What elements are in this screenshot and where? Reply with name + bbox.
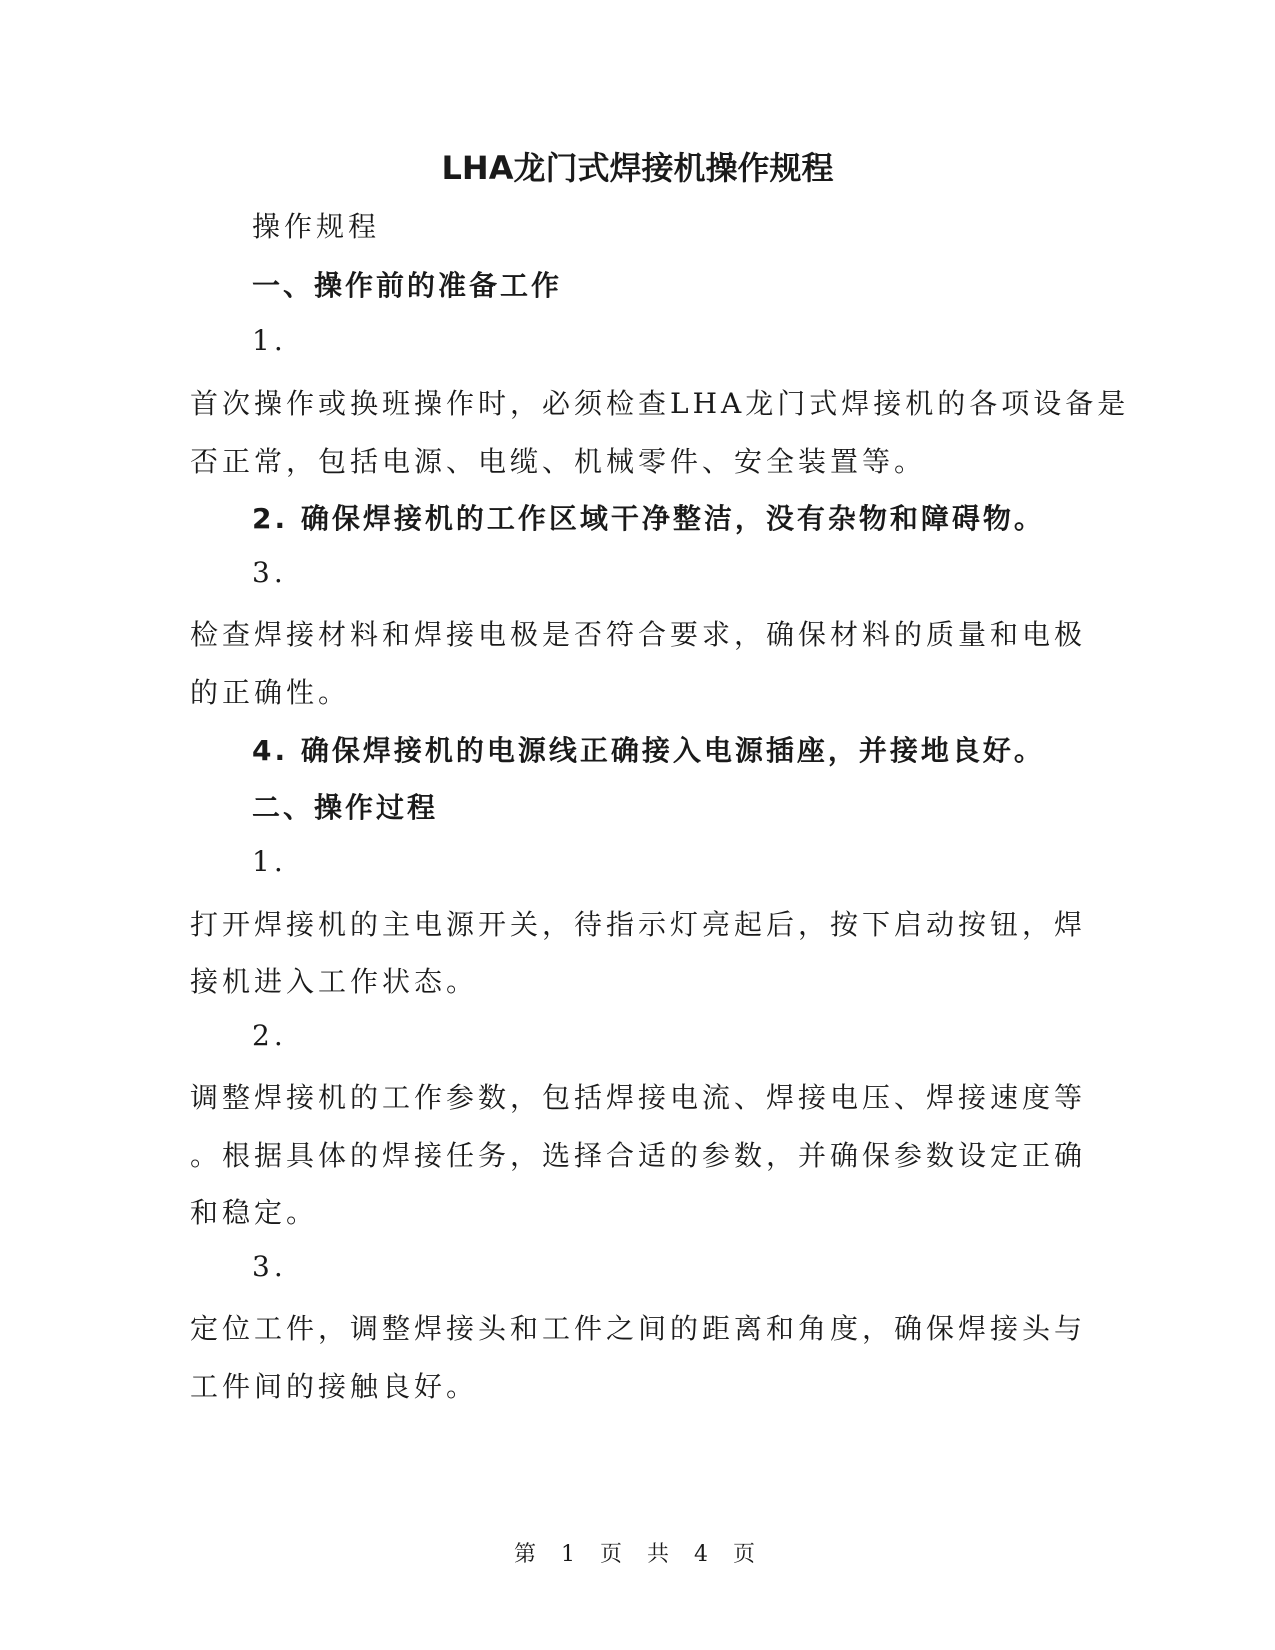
document-title: LHA龙门式焊接机操作规程 xyxy=(441,149,834,187)
section2-item1-line1: 打开焊接机的主电源开关，待指示灯亮起后，按下启动按钮，焊 xyxy=(190,908,1087,941)
section2-item3-line1: 定位工件，调整焊接头和工件之间的距离和角度，确保焊接头与 xyxy=(190,1312,1087,1345)
section2-item1-number: 1. xyxy=(252,845,287,878)
section2-item2-line2: 。根据具体的焊接任务，选择合适的参数，并确保参数设定正确 xyxy=(190,1139,1087,1172)
section2-item3-line2: 工件间的接触良好。 xyxy=(190,1370,479,1403)
section2-heading: 二、操作过程 xyxy=(252,791,439,824)
section1-heading: 一、操作前的准备工作 xyxy=(252,269,563,302)
section2-item3-number: 3. xyxy=(252,1250,287,1283)
section2-item2-line1: 调整焊接机的工作参数，包括焊接电流、焊接电压、焊接速度等 xyxy=(190,1081,1087,1114)
section1-item3-number: 3. xyxy=(252,556,287,589)
section1-item1-line2: 否正常，包括电源、电缆、机械零件、安全装置等。 xyxy=(190,445,927,478)
section1-item4: 4. 确保焊接机的电源线正确接入电源插座，并接地良好。 xyxy=(252,734,1045,767)
section2-item1-line2: 接机进入工作状态。 xyxy=(190,965,479,998)
section1-item1-number: 1. xyxy=(252,324,287,357)
section1-item2: 2. 确保焊接机的工作区域干净整洁，没有杂物和障碍物。 xyxy=(252,502,1045,535)
section1-item3-line2: 的正确性。 xyxy=(190,676,351,709)
section2-item2-line3: 和稳定。 xyxy=(190,1196,319,1229)
section1-item3-line1: 检查焊接材料和焊接电极是否符合要求，确保材料的质量和电极 xyxy=(190,618,1087,651)
section2-item2-number: 2. xyxy=(252,1019,287,1052)
subtitle: 操作规程 xyxy=(252,210,381,243)
page-footer: 第 1 页 共 4 页 xyxy=(514,1542,761,1567)
section1-item1-line1: 首次操作或换班操作时，必须检查LHA龙门式焊接机的各项设备是 xyxy=(190,387,1130,420)
